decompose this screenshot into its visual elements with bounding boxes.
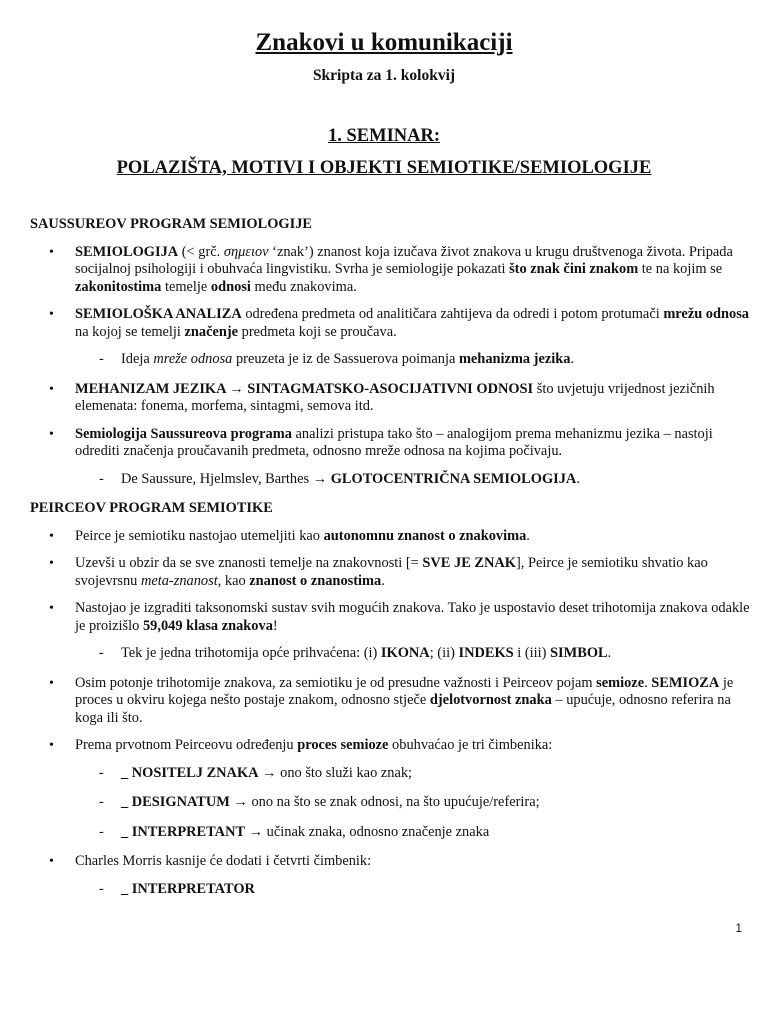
document-title: Znakovi u komunikaciji xyxy=(255,29,513,56)
text-run: Osim potonje trihotomije znakova, za semiotiku je od presudne važnosti i Peirceov pojam xyxy=(75,674,597,691)
section-heading: SAUSSUREOV PROGRAM SEMIOLOGIJE xyxy=(30,216,312,232)
text-run: mehanizma jezika xyxy=(458,351,571,367)
bullet-item xyxy=(30,244,750,297)
text-run: De Saussure, Hjelmslev, Barthes → xyxy=(121,470,331,487)
text-run: SEMIOLOGIJA xyxy=(75,243,179,260)
dash-item xyxy=(30,645,750,663)
text-run: predmeta koji se proučava. xyxy=(238,323,397,340)
text-run: mreže odnosa xyxy=(153,351,233,367)
text-run: . xyxy=(381,572,385,589)
text-run: → ono što služi kao znak; xyxy=(258,764,413,781)
text-run: semioze xyxy=(596,674,645,691)
text-run: IKONA xyxy=(380,645,430,661)
text-run: Peirce je semiotiku nastojao utemeljiti kao xyxy=(75,527,324,544)
text-run: – upućuje, odnosno referira na koga ili što. xyxy=(75,692,731,726)
dash-item xyxy=(30,351,750,369)
text-run: značenje xyxy=(184,323,239,340)
dash-item xyxy=(30,471,750,489)
text-run: Nastojao je izgraditi taksonomski sustav svih mogućih znakova. Tako je uspostavio deset trihotomija znakova odakle je proizišlo xyxy=(75,600,750,634)
text-run: → učinak znaka, odnosno značenje znaka xyxy=(245,823,490,840)
seminar-number: 1. SEMINAR: xyxy=(327,126,441,146)
seminar-title: POLAZIŠTA, MOTIVI I OBJEKTI SEMIOTIKE/SEMIOLOGIJE xyxy=(116,158,652,178)
text-run: Ideja xyxy=(121,351,154,367)
text-run: Uzevši u obzir da se sve znanosti temelje na znakovnosti [= xyxy=(75,555,423,571)
text-run: MEHANIZAM JEZIKA → SINTAGMATSKO-ASOCIJATIVNI ODNOSI xyxy=(75,380,534,397)
page-number: 1 xyxy=(735,921,742,935)
bullet-item xyxy=(30,555,750,590)
bullet-item xyxy=(30,528,750,546)
text-run: . xyxy=(576,470,580,487)
text-run: što znak čini znakom xyxy=(509,261,639,277)
text-run: SIMBOL xyxy=(550,645,608,661)
document-body xyxy=(30,216,750,910)
text-run: meta-znanost xyxy=(140,572,218,589)
text-run: djelotvornost znaka xyxy=(429,692,552,708)
text-run: i (iii) xyxy=(513,645,551,661)
bullet-item xyxy=(30,600,750,635)
text-run: je proces u okviru kojega nešto postaje znakom, odnosno stječe xyxy=(75,674,734,708)
text-run: ; (ii) xyxy=(429,645,459,661)
text-run: . xyxy=(644,674,652,691)
bullet-item xyxy=(30,675,750,728)
text-run: na kojoj se temelji xyxy=(75,323,185,340)
text-run: _ INTERPRETANT xyxy=(121,823,246,840)
text-run: te na kojim se xyxy=(638,261,723,277)
text-run: 59,049 klasa znakova xyxy=(142,617,273,634)
text-run: ], Peirce je semiotiku shvatio kao svojevrsnu xyxy=(75,555,708,589)
text-run: _ INTERPRETATOR xyxy=(121,880,255,897)
text-run: Tek je jedna trihotomija opće prihvaćena: (i) xyxy=(121,645,381,661)
text-run: , kao xyxy=(217,572,250,589)
text-run: mrežu odnosa xyxy=(663,306,749,322)
text-run: → ono na što se znak odnosi, na što upućuje/referira; xyxy=(229,794,540,810)
text-run: što uvjetuju vrijednost jezičnih elemenata: fonema, morfema, sintagmi, semova itd. xyxy=(75,380,715,414)
text-run: . xyxy=(570,351,575,367)
text-run: . xyxy=(607,645,612,661)
text-run: proces semioze xyxy=(297,737,389,753)
text-run: ! xyxy=(272,617,278,634)
text-run: INDEKS xyxy=(458,645,514,661)
section-heading: PEIRCEOV PROGRAM SEMIOTIKE xyxy=(30,500,273,516)
text-run: SEMIOLOŠKA ANALIZA xyxy=(75,306,242,322)
document-subtitle: Skripta za 1. kolokvij xyxy=(312,67,456,84)
text-run: ‘znak’) znanost koja izučava život znakova u krugu društvenoga života. Pripada socijalnoj psihologiji i obuhvaća lingvistiku. Svrha je semiologije pokazati xyxy=(75,243,733,277)
text-run: autonomnu znanost o znakovima xyxy=(323,527,527,544)
bullet-item xyxy=(30,853,750,871)
text-run: . xyxy=(526,527,530,544)
bullet-item xyxy=(30,306,750,341)
text-run: analizi pristupa tako što – analogijom prema mehanizmu jezika – nastoji odrediti značenja proučavanih predmeta, odnosno mreže odnosa na kojima počivaju. xyxy=(75,425,713,459)
text-run: među znakovima. xyxy=(250,278,357,295)
text-run: GLOTOCENTRIČNA SEMIOLOGIJA xyxy=(330,470,577,487)
text-run: zakonitostima xyxy=(75,278,162,295)
dash-item xyxy=(30,881,750,899)
bullet-item xyxy=(30,381,750,416)
text-run: temelje xyxy=(161,278,211,295)
text-run: odnosi xyxy=(210,278,251,295)
text-run: Semiologija Saussureova programa xyxy=(75,425,292,442)
text-run: SVE JE ZNAK xyxy=(422,555,516,571)
text-run: σημειον xyxy=(223,243,269,260)
text-run: obuhvaćao je tri čimbenika: xyxy=(388,737,553,753)
dash-item xyxy=(30,765,750,783)
bullet-item xyxy=(30,737,750,755)
text-run: znanost o znanostima xyxy=(249,572,382,589)
bullet-item xyxy=(30,426,750,461)
text-run: određena predmeta od analitičara zahtijeva da odredi i potom protumači xyxy=(241,306,664,322)
text-run: (< grč. xyxy=(178,243,224,260)
text-run: _ DESIGNATUM xyxy=(121,794,230,810)
dash-item xyxy=(30,794,750,812)
text-run: _ NOSITELJ ZNAKA xyxy=(121,764,259,781)
text-run: preuzeta je iz de Sassuerova poimanja xyxy=(232,351,459,367)
text-run: Prema prvotnom Peirceovu određenju xyxy=(75,737,298,753)
text-run: Charles Morris kasnije će dodati i četvrti čimbenik: xyxy=(75,853,372,869)
text-run: SEMIOZA xyxy=(651,674,720,691)
dash-item xyxy=(30,824,750,842)
